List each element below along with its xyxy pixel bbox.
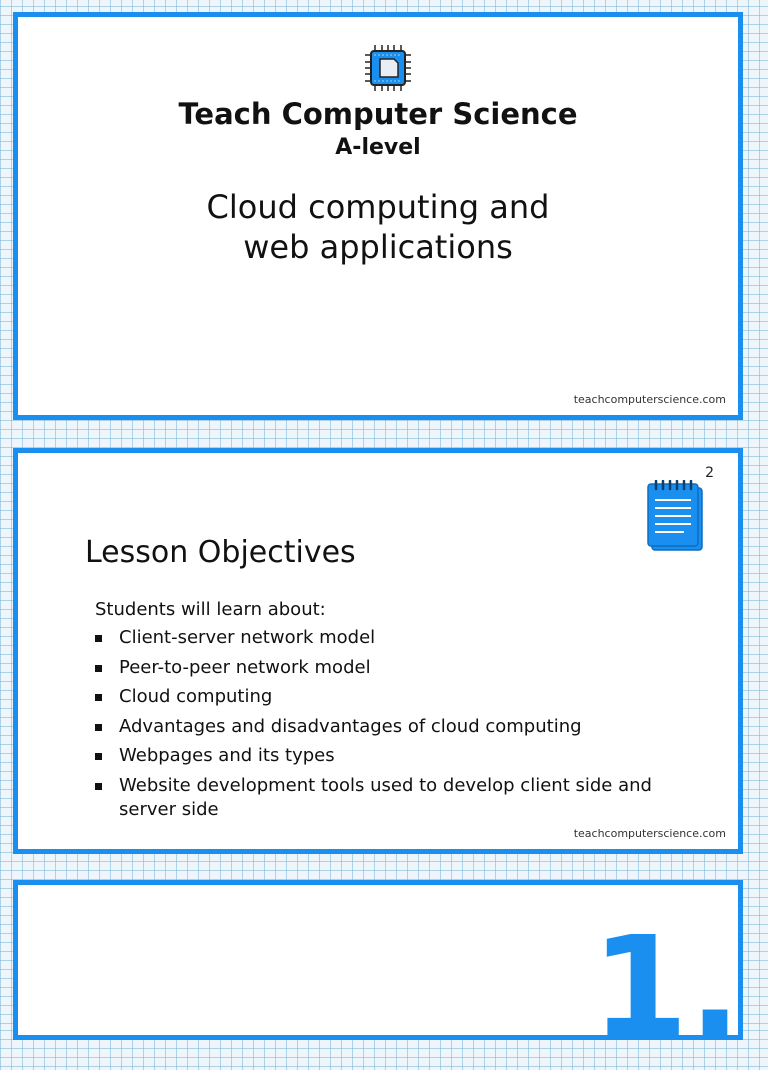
bullet-icon [95,724,102,731]
bullet-icon [95,694,102,701]
course-level: A-level [335,135,421,160]
list-item-text: Advantages and disadvantages of cloud computing [119,715,582,737]
slide-footer: teachcomputerscience.com [573,827,726,840]
list-item [90,744,670,768]
list-item [90,774,670,822]
bullet-icon [95,783,102,790]
slide-footer: teachcomputerscience.com [573,393,726,406]
list-item-text: Webpages and its types [119,745,335,766]
section-number: 1. [591,907,742,1070]
bullet-icon [95,753,102,760]
list-item [90,715,670,739]
lesson-topic [18,187,738,267]
section-slide [13,880,743,1070]
list-item [90,656,670,680]
objectives-slide [13,448,743,854]
notepad-icon [646,480,706,554]
list-item-text: Cloud computing [119,686,273,707]
objectives-intro: Students will learn about: [95,599,326,620]
title-slide [13,12,743,420]
microchip-icon [363,43,413,93]
slide-heading: Lesson Objectives [85,535,356,570]
bullet-icon [95,635,102,642]
slide-number: 2 [705,465,714,481]
list-item [90,685,670,709]
bullet-icon [95,665,102,672]
objectives-list [90,626,670,827]
list-item-text: Website development tools used to develop client side and server side [119,774,652,820]
list-item-text: Client-server network model [119,627,376,648]
list-item-text: Peer-to-peer network model [119,656,371,678]
site-title: Teach Computer Science [178,97,578,131]
list-item [90,626,670,650]
topic-line-2: web applications [243,228,513,266]
topic-line-1: Cloud computing and [206,188,550,226]
